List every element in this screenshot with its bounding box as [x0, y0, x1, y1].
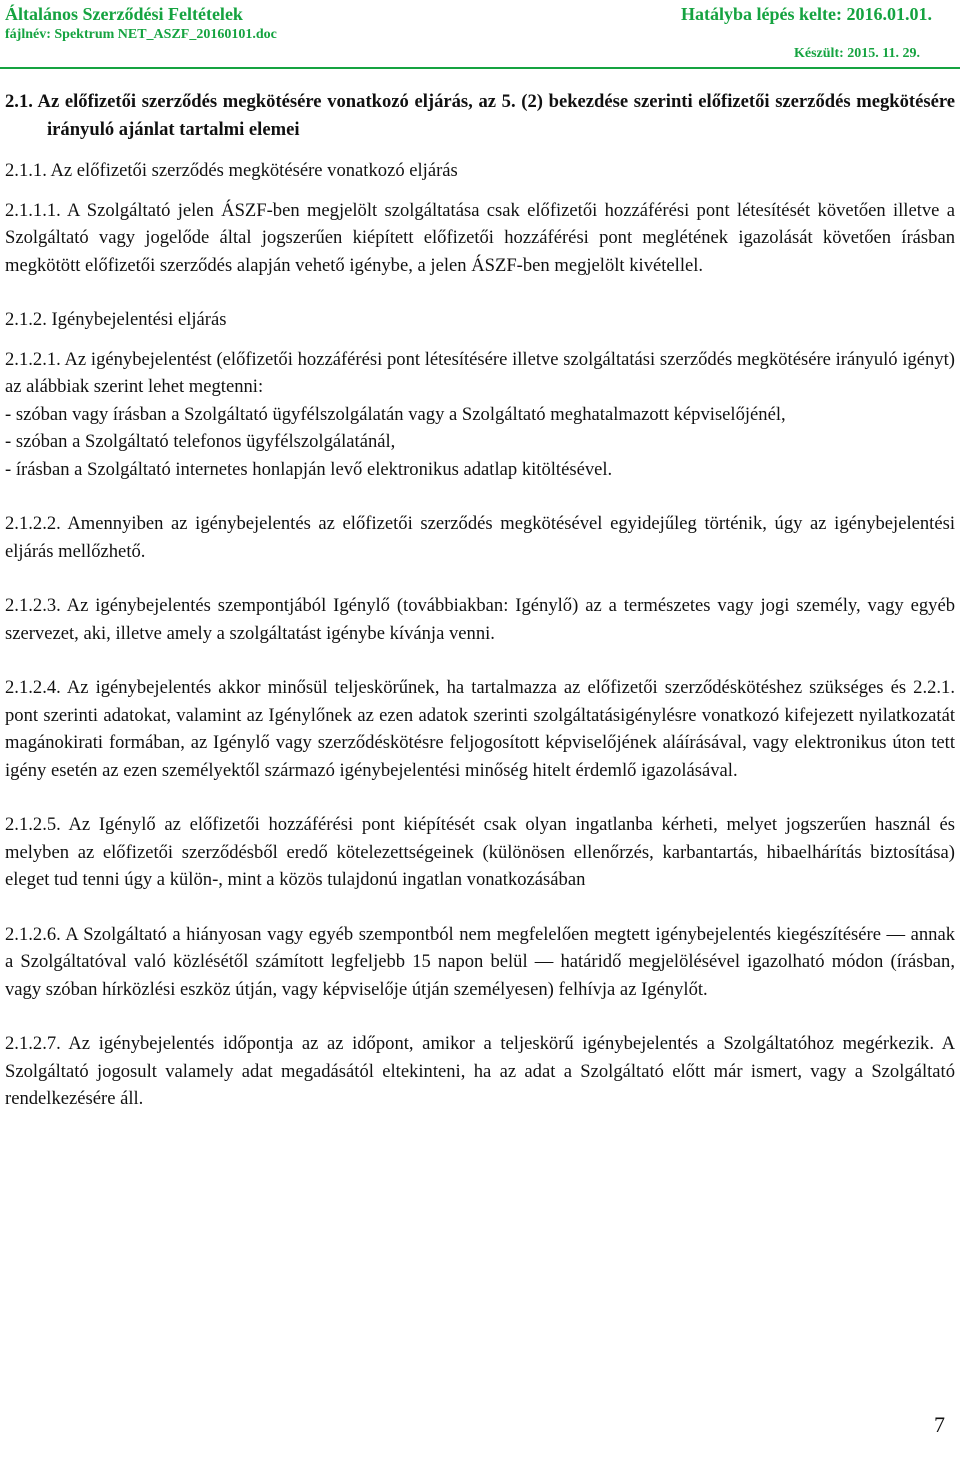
paragraph-2-1-2-7: 2.1.2.7. Az igénybejelentés időpontja az az időpont, amikor a teljeskörű igénybejelentés a Szolgáltatóhoz megérkezik. A Szolgáltató jogosult valamely adat megadásától eltekinteni, ha az adat a Szolgáltató előtt már ismert, vagy a Szolgáltató rendelkezésére áll.: [5, 1033, 955, 1109]
created-date: Készült: 2015. 11. 29.: [794, 46, 920, 61]
effective-date: Hatályba lépés kelte: 2016.01.01.: [681, 4, 932, 24]
section-heading: 2.1. Az előfizetői szerződés megkötésére vonatkozó eljárás, az 5. (2) bekezdése szerinti előfizetői szerződés megkötésére irányuló ajánlat tartalmi elemei: [5, 91, 955, 140]
document-title: Általános Szerződési Feltételek: [5, 4, 243, 24]
paragraph-2-1-1-1: 2.1.1.1. A Szolgáltató jelen ÁSZF-ben megjelölt szolgáltatása csak előfizetői hozzáférési pont létesítését követően illetve a Szolgáltató vagy jogelőde által jogszerűen kiépített előfizetői hozzáférési pont meglétének igazolását követően írásban megkötött előfizetői szerződés alapján vehető igénybe, a jelen ÁSZF-ben megjelölt kivétellel.: [5, 199, 955, 276]
list-item: - írásban a Szolgáltató internetes honlapján levő elektronikus adatlap kitöltésével.: [5, 458, 613, 480]
paragraph-2-1-2-3: 2.1.2.3. Az igénybejelentés szempontjából Igénylő (továbbiakban: Igénylő) az a természetes vagy jogi személy, vagy egyéb szervezet, aki, illetve amely a szolgáltatást igénybe kívánja venni.: [5, 595, 955, 644]
paragraph-2-1-2-1: 2.1.2.1. Az igénybejelentést (előfizetői hozzáférési pont létesítésére illetve szolgáltatási szerződés megkötésére irányuló igényt) az alábbiak szerint lehet megtenni:: [5, 348, 955, 397]
paragraph-2-1-2-4: 2.1.2.4. Az igénybejelentés akkor minősül teljeskörűnek, ha tartalmazza az előfizetői szerződéskötéshez szükséges és 2.2.1. pont szerinti adatokat, valamint az Igénylőnek az ezen adatok szerinti szolgáltatásigénylésre vonatkozó kifejezett nyilatkozatát magánokirati formában, az Igénylő vagy szerződéskötésre feljogosított képviselőjének aláírásával, vagy elektronikus úton tett igény esetén az ezen személyektől származó igénybejelentési minőség hitelt érdemlő igazolásával.: [5, 677, 955, 781]
paragraph-2-1-2-2: 2.1.2.2. Amennyiben az igénybejelentés az előfizetői szerződés megkötésével egyidejűleg történik, úgy az igénybejelentési eljárás mellőzhető.: [5, 513, 955, 562]
page-number: 7: [934, 1412, 945, 1437]
page-header: [0, 0, 960, 70]
list-item: - szóban a Szolgáltató telefonos ügyfélszolgálatánál,: [5, 431, 396, 452]
paragraph-2-1-2-6: 2.1.2.6. A Szolgáltató a hiányosan vagy egyéb szempontból nem megfelelően megtett igénybejelentés kiegészítésére — annak a Szolgáltatóval való közlésétől számított legfeljebb 15 napon belül — határidő megjelölésével igazolható módon (írásban, vagy szóban hírközlési eszköz útján, vagy képviselője útján személyesen) felhívja az Igénylőt.: [5, 923, 955, 1000]
subsection-heading-2-1-1: 2.1.1. Az előfizetői szerződés megkötésére vonatkozó eljárás: [5, 160, 458, 181]
document-body: [5, 88, 955, 1140]
paragraph-2-1-2-5: 2.1.2.5. Az Igénylő az előfizetői hozzáférési pont kiépítését csak olyan ingatlanba kérheti, melyet jogszerűen használ és melyben az előfizetői szerződésből eredő kötelezettségeinek (különösen ellenőrzés, karbantartás, hibaelhárítás biztosítása) eleget tud tenni úgy a külön-, mint a közös tulajdonú ingatlan vonatkozásában: [5, 814, 955, 890]
subsection-heading-2-1-2: 2.1.2. Igénybejelentési eljárás: [5, 309, 227, 330]
file-name: fájlnév: Spektrum NET_ASZF_20160101.doc: [5, 27, 277, 42]
list-item: - szóban vagy írásban a Szolgáltató ügyfélszolgálatán vagy a Szolgáltató meghatalmazott képviselőjénél,: [5, 403, 786, 425]
header-rule: [0, 67, 960, 69]
submission-methods-list: [5, 401, 955, 484]
